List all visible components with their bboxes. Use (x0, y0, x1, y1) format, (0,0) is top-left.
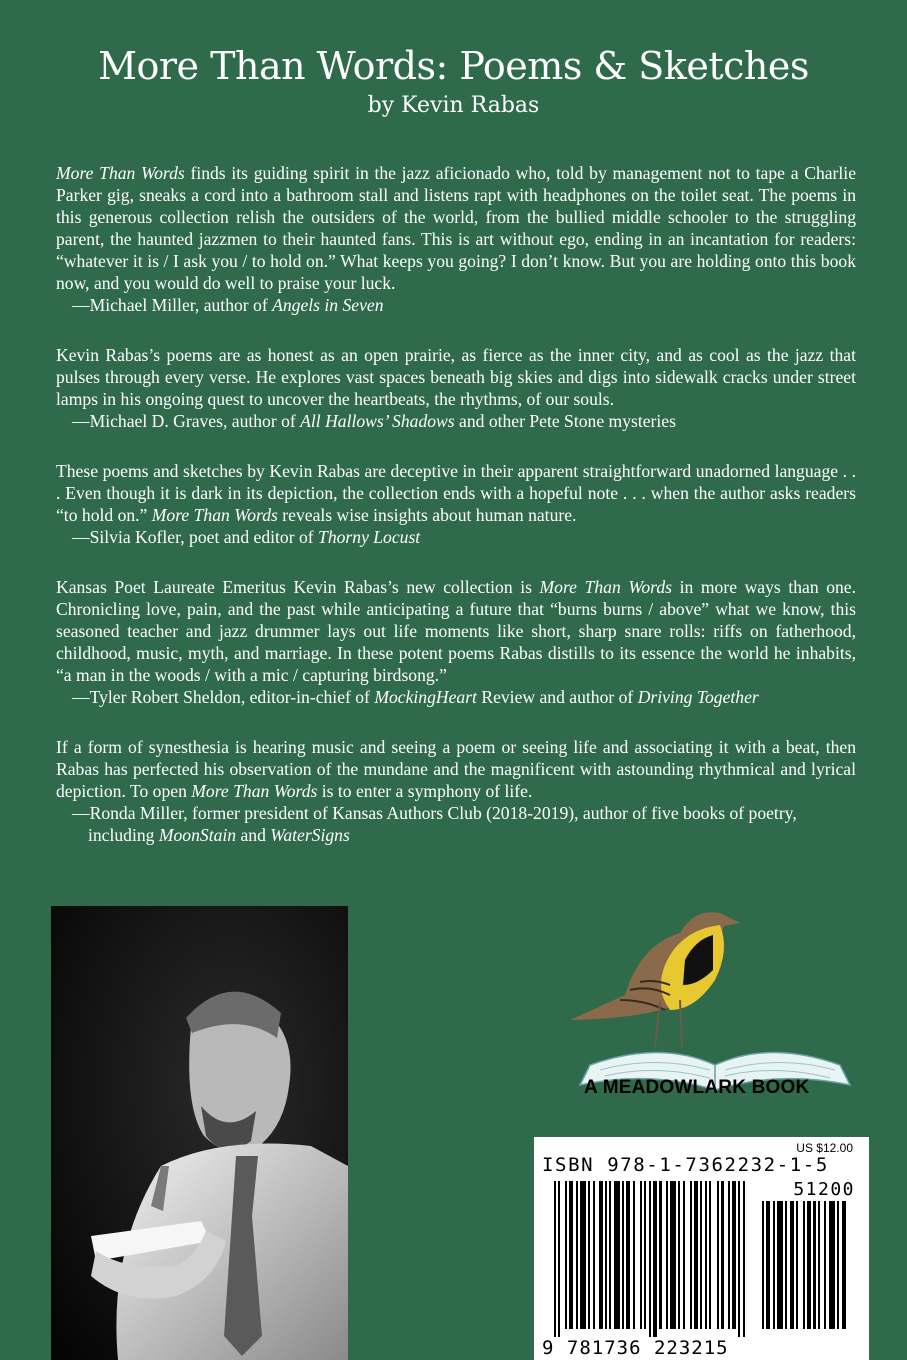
barcode-bar (653, 1181, 657, 1337)
barcode-bar (700, 1181, 702, 1329)
blurb-1-attribution: —Michael Miller, author of Angels in Seven (72, 295, 384, 315)
barcode-bar (622, 1181, 624, 1329)
blurb-5: If a form of synesthesia is hearing music and seeing a poem or seeing life and associating it with a beat, then Rabas has perfected his observation of the mundane and the magnificent with astounding rhythmical and lyrical depiction. To open More Than Words is to enter a symphony of life. —Ronda Miller, former president of Kansas Authors Club (2018-2019), author of five books of poetry, including MoonStain and WaterSigns (56, 737, 856, 845)
barcode-bar (670, 1181, 676, 1329)
author-photo (51, 906, 348, 1360)
blurb-4-attribution: —Tyler Robert Sheldon, editor-in-chief of MockingHeart Review and author of Driving Together (72, 687, 759, 707)
barcode-bar (605, 1181, 607, 1329)
barcode-bar (554, 1181, 556, 1337)
barcode-bar (803, 1201, 805, 1329)
addon-barcode (762, 1201, 858, 1341)
barcode-bar (633, 1181, 635, 1329)
blurb-2 (56, 344, 856, 432)
barcode-bar (762, 1201, 764, 1329)
blurbs (56, 162, 856, 874)
barcode-bar (785, 1201, 787, 1329)
barcode-bar (829, 1201, 835, 1329)
blurb-3-attribution: —Silvia Kofler, poet and editor of Thorny Locust (72, 527, 421, 547)
barcode-bar (773, 1201, 775, 1329)
barcode-bar (717, 1181, 719, 1329)
barcode-bar (766, 1201, 770, 1329)
barcode-bar (807, 1201, 811, 1329)
blurb-1-title-ref: More Than Words (56, 163, 185, 183)
barcode-bar (569, 1181, 573, 1329)
blurb-2-attribution: —Michael D. Graves, author of All Hallows’ Shadows and other Pete Stone mysteries (72, 411, 676, 431)
ean-barcode (554, 1181, 754, 1341)
barcode-bar (837, 1201, 839, 1329)
blurb-5-text: If a form of synesthesia is hearing music and seeing a poem or seeing life and associating it with a beat, then Rabas has perfected his observation of the mundane and the magnificent with astounding rhythmical and lyrical depiction. To open (56, 737, 856, 801)
barcode-bar (599, 1181, 603, 1329)
blurb-4-text: Kansas Poet Laureate Emeritus Kevin Rabas’s new collection is (56, 577, 540, 597)
barcode-bar (796, 1201, 798, 1329)
barcode-bar (824, 1201, 826, 1329)
blurb-3: These poems and sketches by Kevin Rabas are deceptive in their apparent straightforward unadorned language . . . Even though it is dark in its depiction, the collection ends with a hopeful note . . . when the author asks readers “to hold on.” More Than Words reveals wise insights about human nature. —Silvia Kofler, poet and editor of Thorny Locust (56, 461, 856, 547)
blurb-4: Kansas Poet Laureate Emeritus Kevin Rabas’s new collection is More Than Words in more ways than one. Chronicling love, pain, and the past while anticipating a future that “burns burns / above” what we know, this seasoned teacher and jazz drummer lays out life moments like short, sharp snare rolls: riffs on fatherhood, childhood, music, myth, and marriage. In these potent poems Rabas distills to its essence the world he inhabits, “a man in the woods / with a mic / capturing birdsong.” —Tyler Robert Sheldon, editor-in-chief of MockingHeart Review and author of Driving Together (56, 577, 857, 707)
barcode-bar (659, 1181, 662, 1329)
barcode-bar (813, 1201, 816, 1329)
blurb-2-text: Kevin Rabas’s poems are as honest as an open prairie, as fierce as the inner city, and as cool as the jazz that pulses through every verse. He explores vast spaces beneath big skies and digs into sidewalk cracks under street lamps in his ongoing quest to uncover the heartbeats, the rhythms, of our souls. (56, 345, 856, 409)
barcode-bar (580, 1181, 586, 1329)
publisher-imprint: A MEADOWLARK BOOK (584, 1077, 810, 1098)
barcode-bar (683, 1181, 685, 1329)
author-byline: by Kevin Rabas (367, 93, 540, 118)
barcode-bar (743, 1181, 745, 1337)
barcode-bar (588, 1181, 590, 1329)
barcode-bar (558, 1181, 560, 1337)
barcode-bar (609, 1181, 611, 1329)
price-addon-code: 51200 (793, 1179, 855, 1200)
barcode-bar (640, 1181, 642, 1329)
meadowlark-logo (540, 890, 870, 1100)
blurb-5-attribution: —Ronda Miller, former president of Kansas Authors Club (2018-2019), author of five books of poetry, including MoonStain and WaterSigns (72, 803, 797, 845)
book-title: More Than Words: Poems & Sketches (98, 44, 809, 88)
barcode-bar (728, 1181, 730, 1329)
barcode-bar (694, 1181, 698, 1329)
ean-digits: 9 781736 223215 (542, 1337, 729, 1359)
barcode-bar (732, 1181, 736, 1329)
barcode-bar (709, 1181, 711, 1329)
blurb-1-text: finds its guiding spirit in the jazz aficionado who, told by management not to tape a Charlie Parker gig, sneaks a cord into a bathroom stall and listens rapt with headphones on the toilet seat. The poems in this generous collection relish the outsiders of the world, from the bullied middle schooler to the struggling parent, the haunted jazzmen to their haunted fans. This is art without ego, ending in an incantation for readers: “whatever it is / I ask you / to hold on.” What keeps you going? I don’t know. But you are holding onto this book now, and you would do well to praise your luck. (56, 163, 856, 293)
barcode-bar (721, 1181, 724, 1329)
barcode-bar (593, 1181, 595, 1329)
price-label: US $12.00 (796, 1141, 853, 1155)
barcode-panel (534, 1137, 869, 1360)
barcode-bar (626, 1181, 630, 1329)
isbn-text: ISBN 978-1-7362232-1-5 (542, 1154, 829, 1176)
barcode-bar (842, 1201, 846, 1329)
barcode-bar (678, 1181, 680, 1329)
barcode-bar (666, 1181, 668, 1329)
blurb-3-text: These poems and sketches by Kevin Rabas are deceptive in their apparent straightforward unadorned language . . . Even though it is dark in its depiction, the collection ends with a hopeful note . . . when the author asks readers “to hold on.” (56, 461, 856, 525)
barcode-bar (777, 1201, 783, 1329)
barcode-bar (644, 1181, 646, 1329)
barcode-bar (614, 1181, 620, 1329)
barcode-bar (738, 1181, 740, 1337)
barcode-bar (565, 1181, 567, 1329)
barcode-bar (576, 1181, 578, 1329)
barcode-bar (790, 1201, 794, 1329)
blurb-1 (56, 162, 856, 316)
barcode-bar (705, 1181, 707, 1329)
barcode-bar (690, 1181, 692, 1329)
barcode-bar (818, 1201, 820, 1329)
barcode-bar (649, 1181, 651, 1337)
